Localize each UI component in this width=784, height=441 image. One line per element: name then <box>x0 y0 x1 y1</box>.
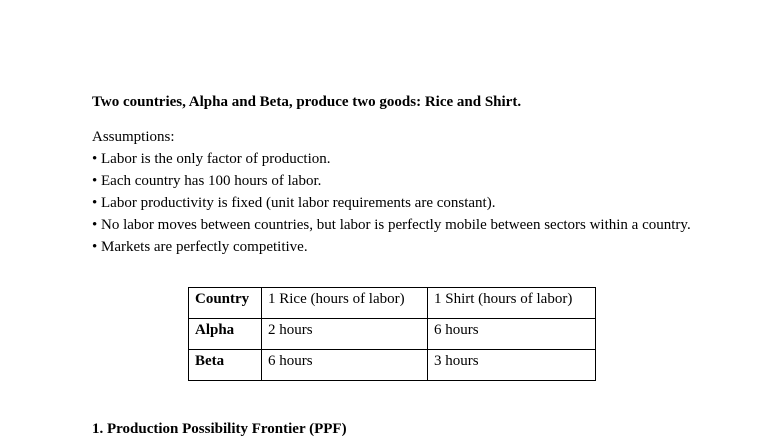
assumption-item: • No labor moves between countries, but labor is perfectly mobile between sectors within a country. <box>92 217 691 233</box>
assumption-item: • Markets are perfectly competitive. <box>92 239 308 255</box>
assumption-item: • Labor productivity is fixed (unit labor requirements are constant). <box>92 195 496 211</box>
table-cell: 2 hours <box>262 319 428 350</box>
table-row <box>189 319 596 350</box>
assumptions-block <box>92 126 702 258</box>
labor-requirements-table-wrap <box>188 287 596 381</box>
table-row <box>189 350 596 381</box>
table-cell: 6 hours <box>262 350 428 381</box>
assumption-item: • Labor is the only factor of production. <box>92 151 331 167</box>
table-cell-country: Alpha <box>189 319 262 350</box>
section-heading: 1. Production Possibility Frontier (PPF) <box>92 421 347 437</box>
table-cell-country: Beta <box>189 350 262 381</box>
table-header-row <box>189 288 596 319</box>
labor-requirements-table <box>188 287 596 381</box>
table-header-cell: Country <box>189 288 262 319</box>
assumption-item: • Each country has 100 hours of labor. <box>92 173 322 189</box>
table-header-cell: 1 Rice (hours of labor) <box>262 288 428 319</box>
table-header-cell: 1 Shirt (hours of labor) <box>428 288 596 319</box>
table-cell: 6 hours <box>428 319 596 350</box>
assumptions-heading: Assumptions: <box>92 129 175 145</box>
table-cell: 3 hours <box>428 350 596 381</box>
problem-title: Two countries, Alpha and Beta, produce two goods: Rice and Shirt. <box>92 94 522 110</box>
